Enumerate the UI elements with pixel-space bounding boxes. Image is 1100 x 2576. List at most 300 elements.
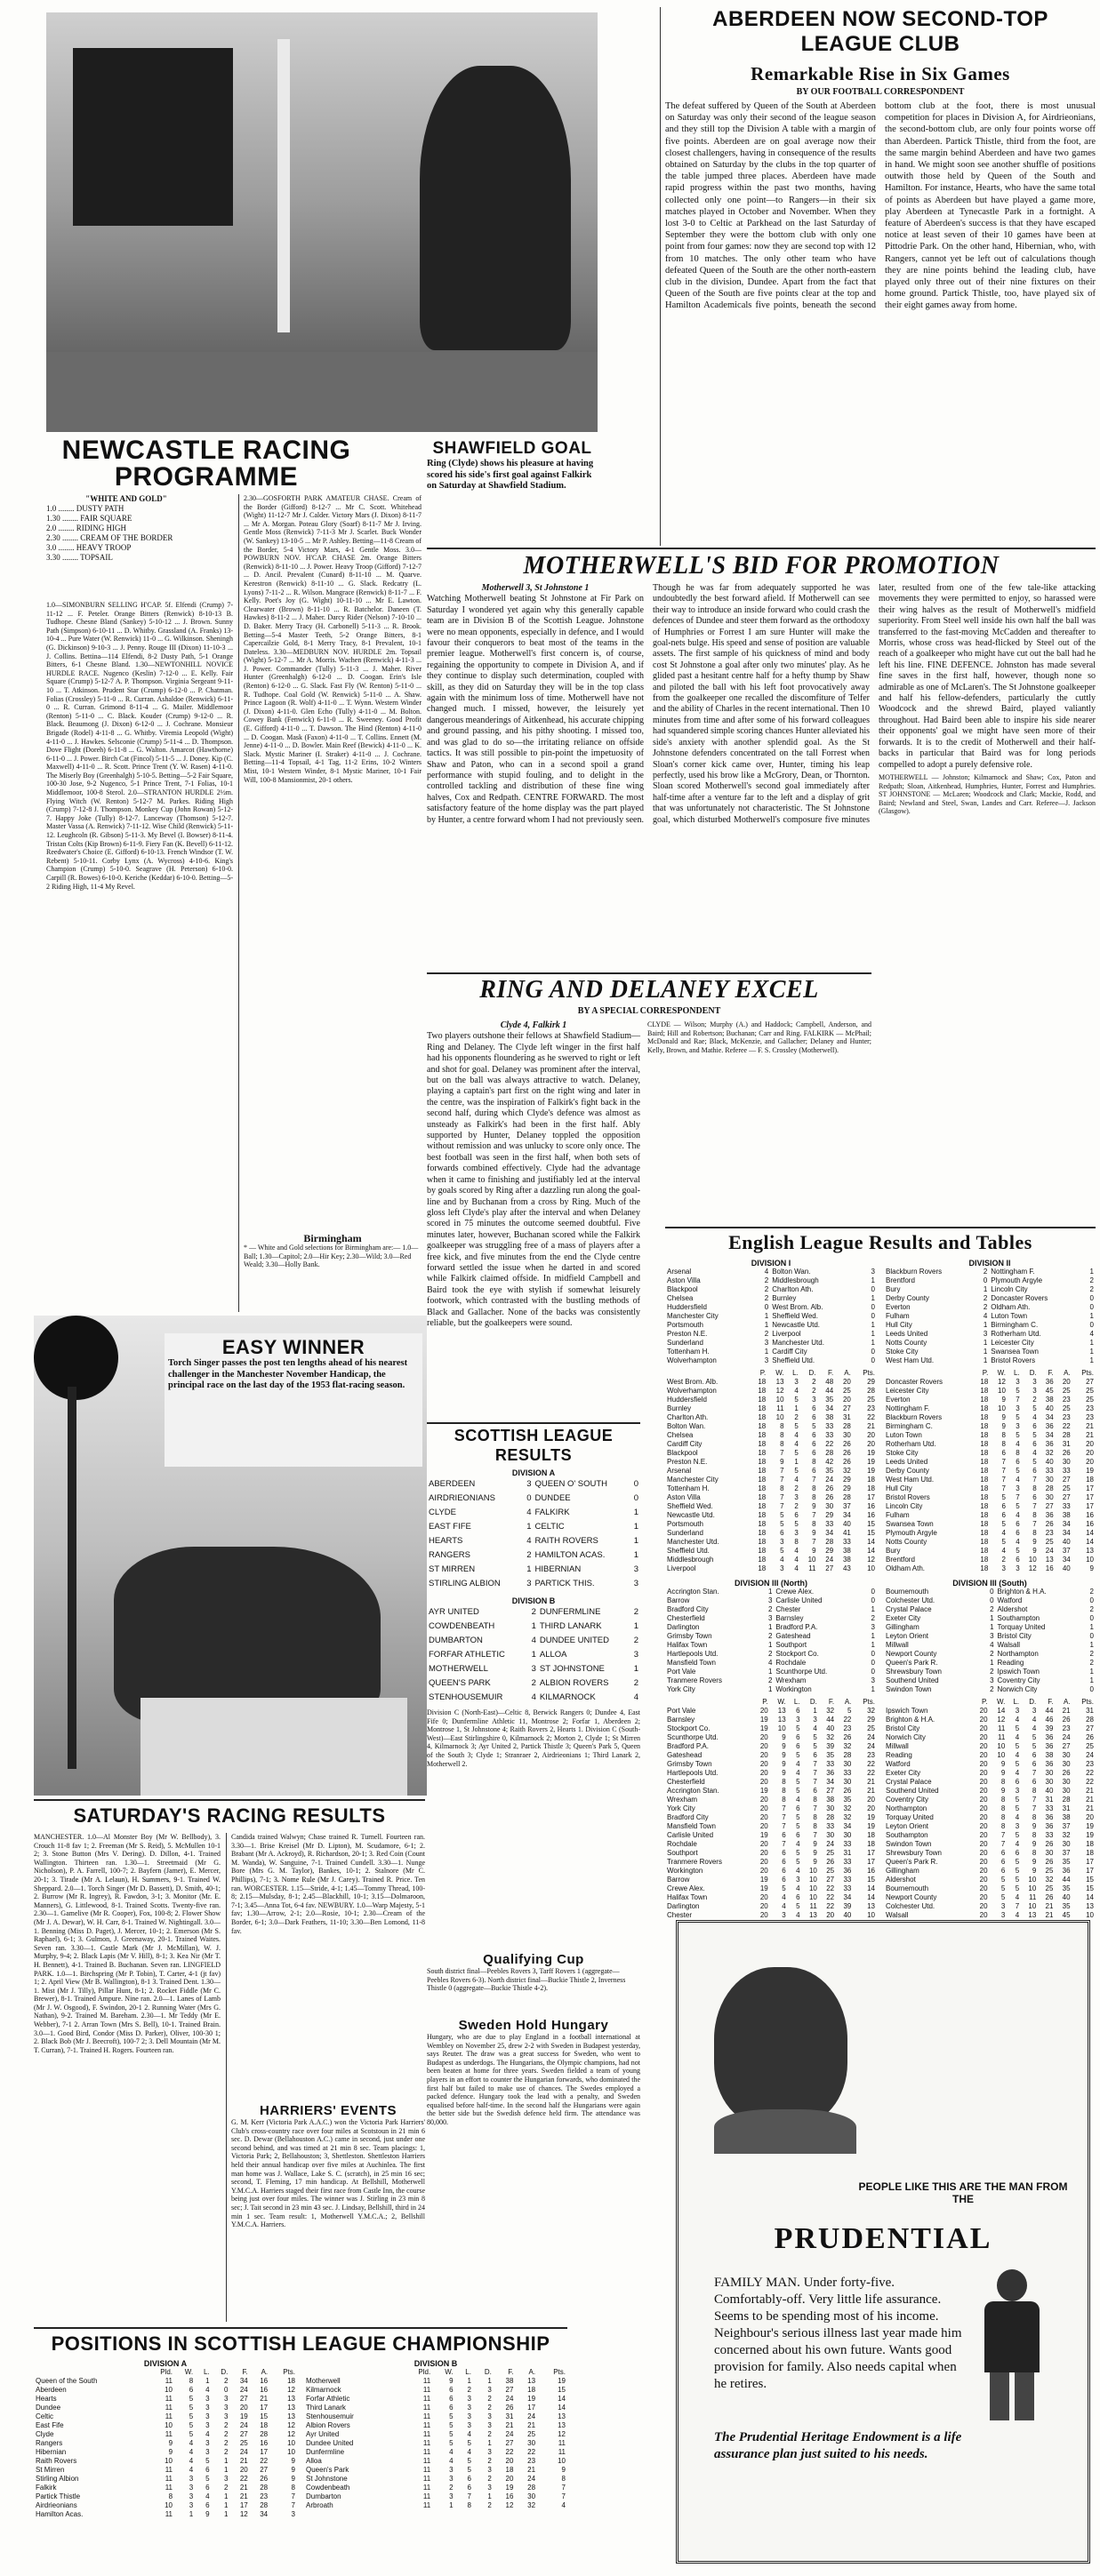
team-name: Scunthorpe Utd. xyxy=(667,1733,719,1741)
stat: 34 xyxy=(825,1529,834,1537)
stat: 4 xyxy=(1015,1733,1020,1741)
stat: 7 xyxy=(813,1831,817,1839)
team-name: Barrow xyxy=(667,1876,690,1884)
header-cell: Pts. xyxy=(553,2368,566,2376)
stat: 33 xyxy=(843,1858,852,1866)
stat: 10 xyxy=(1028,1876,1037,1884)
stat: 20 xyxy=(759,1733,768,1741)
stat: 20 xyxy=(759,1813,768,1821)
team-name: Falkirk xyxy=(36,2484,57,2492)
stat: 8 xyxy=(1001,1431,1006,1439)
stat: 18 xyxy=(758,1547,767,1555)
table-row xyxy=(884,1787,1096,1796)
header-cell: L. xyxy=(1014,1369,1020,1377)
team-name: Cardiff City xyxy=(667,1440,703,1448)
score: 3 xyxy=(633,1579,638,1588)
stat: 20 xyxy=(979,1796,988,1804)
stat: 31 xyxy=(843,1849,852,1857)
table-row xyxy=(665,1796,877,1804)
stat: 30 xyxy=(1062,1751,1071,1759)
stat: 19 xyxy=(1086,1831,1094,1839)
stat: 20 xyxy=(979,1787,988,1795)
score: 2 xyxy=(1089,1276,1094,1284)
stat: 8 xyxy=(813,1822,817,1830)
score: 0 xyxy=(871,1650,875,1658)
table-row xyxy=(884,1339,1096,1348)
stat: 4 xyxy=(1015,1911,1020,1919)
score: 2 xyxy=(633,1678,638,1688)
team-name: Stirling Albion xyxy=(36,2475,79,2483)
stat: 9 xyxy=(291,2466,295,2474)
stat: 9 xyxy=(205,2510,210,2518)
qualifying-cup xyxy=(427,1952,640,2014)
stat: 27 xyxy=(1062,1493,1071,1501)
stat: 20 xyxy=(842,1378,851,1386)
stat: 4 xyxy=(467,2430,471,2438)
stat: 27 xyxy=(505,2439,514,2447)
table-row xyxy=(427,1506,640,1520)
stat: 20 xyxy=(759,1822,768,1830)
stat: 20 xyxy=(979,1840,988,1848)
stat: 18 xyxy=(527,2386,536,2394)
stat: 11 xyxy=(422,2439,431,2447)
table-row xyxy=(427,1691,640,1705)
team-name: Liverpool xyxy=(772,1330,801,1338)
stat: 18 xyxy=(758,1378,767,1386)
stat: 34 xyxy=(1062,1520,1071,1528)
stat: 13 xyxy=(777,1716,786,1724)
team-name: Torquay United xyxy=(997,1623,1046,1631)
stat: 11 xyxy=(165,2475,173,2483)
stat: 5 xyxy=(449,2421,454,2429)
table-row xyxy=(427,1605,640,1620)
stat: 2 xyxy=(449,2484,454,2492)
stat: 18 xyxy=(980,1529,989,1537)
stat: 7 xyxy=(1015,1902,1020,1910)
ring-delaney-col2 xyxy=(647,1020,871,1225)
score: 1 xyxy=(1089,1676,1094,1684)
stat: 2 xyxy=(487,2457,492,2465)
score: 0 xyxy=(1089,1685,1094,1693)
stat: 14 xyxy=(867,1547,875,1555)
team-name: Ipswich Town xyxy=(997,1668,1040,1676)
stat: 6 xyxy=(1016,1458,1020,1466)
stat: 13 xyxy=(527,2377,536,2385)
stat: 8 xyxy=(1000,1778,1006,1786)
header-cell: Pld. xyxy=(418,2368,431,2376)
stat: 3 xyxy=(487,2466,492,2474)
team-name: Liverpool xyxy=(667,1564,696,1572)
team-name: Rochdale xyxy=(667,1840,697,1848)
team-name: Walsall xyxy=(997,1641,1021,1649)
team-name: Forfar Athletic xyxy=(306,2395,350,2403)
table-row xyxy=(304,2492,567,2501)
stat: 20 xyxy=(759,1858,768,1866)
stat: 4 xyxy=(794,1476,799,1484)
stat: 4 xyxy=(796,1769,800,1777)
score: 0 xyxy=(983,1276,988,1284)
stat: 6 xyxy=(796,1733,800,1741)
team-name: Darlington xyxy=(667,1623,700,1631)
stat: 3 xyxy=(205,2412,210,2420)
stat: 4 xyxy=(189,2466,194,2474)
stat: 25 xyxy=(1062,1404,1071,1412)
stat: 10 xyxy=(775,1396,784,1404)
stat: 20 xyxy=(759,1840,768,1848)
stat: 2 xyxy=(487,2475,492,2483)
score: 1 xyxy=(633,1664,638,1674)
stat: 5 xyxy=(782,1884,786,1892)
team-name: Scunthorpe Utd. xyxy=(775,1668,828,1676)
stat: 9 xyxy=(168,2448,173,2456)
stat: 18 xyxy=(1086,1840,1094,1848)
table-row xyxy=(665,1330,877,1339)
team-name: Millwall xyxy=(886,1641,909,1649)
stat: 2 xyxy=(487,2404,492,2412)
stat: 13 xyxy=(558,2421,566,2429)
stat: 10 xyxy=(867,1911,875,1919)
stat: 29 xyxy=(825,1547,834,1555)
score: 2 xyxy=(633,1636,638,1645)
score: 2 xyxy=(531,1678,536,1688)
stat: 22 xyxy=(825,1440,834,1448)
stat: 28 xyxy=(527,2484,536,2492)
team-name: Darlington xyxy=(667,1902,700,1910)
table-row xyxy=(884,1387,1096,1396)
stat: 28 xyxy=(260,2430,269,2438)
stat: 20 xyxy=(979,1716,988,1724)
stat: 23 xyxy=(527,2457,536,2465)
team-name: Workington xyxy=(775,1685,812,1693)
stat: 33 xyxy=(843,1876,852,1884)
birmingham-title: Birmingham xyxy=(303,1232,362,1244)
stat: 44 xyxy=(1062,1876,1071,1884)
stat: 12 xyxy=(1028,1564,1037,1572)
newcastle-selections xyxy=(46,494,206,601)
stat: 28 xyxy=(843,1751,852,1759)
stat: 6 xyxy=(449,2404,454,2412)
stat: 19 xyxy=(558,2377,566,2385)
table-row xyxy=(304,2457,567,2466)
stat: 20 xyxy=(979,1751,988,1759)
stat: 18 xyxy=(758,1564,767,1572)
stat: 25 xyxy=(1086,1387,1094,1395)
header-cell: A. xyxy=(528,2368,536,2376)
positions-div-a-label: DIVISION A xyxy=(143,2359,188,2368)
stat: 1 xyxy=(794,1458,799,1466)
table-row xyxy=(665,1804,877,1813)
stat: 8 xyxy=(780,1484,784,1492)
team-name: FALKIRK xyxy=(534,1508,570,1517)
stat: 1 xyxy=(813,1707,817,1715)
stat: 23 xyxy=(1086,1413,1094,1421)
table-row xyxy=(884,1303,1096,1312)
team-name: Colchester Utd. xyxy=(886,1596,935,1604)
stat: 17 xyxy=(527,2404,536,2412)
team-name: Dumbarton xyxy=(306,2492,341,2500)
table-row xyxy=(665,1614,877,1623)
stat: 18 xyxy=(980,1484,989,1492)
stat: 4 xyxy=(1032,1716,1037,1724)
scottish-results-title: SCOTTISH LEAGUE RESULTS xyxy=(454,1427,614,1464)
team-name: Manchester Utd. xyxy=(667,1538,719,1546)
table-row xyxy=(665,1564,877,1573)
team-name: Birmingham C. xyxy=(991,1321,1039,1329)
stat: 5 xyxy=(1032,1404,1037,1412)
qualifying-body: South district final—Peebles Rovers 3, Tarff Rovers 1 (aggregate—Peebles Rovers 6-3). North district final—Buckie Thistle 2, Inverness Thistle 0 (aggregate—Buckie Thistle 4-2). xyxy=(427,1967,626,1993)
table-row xyxy=(884,1716,1096,1724)
team-name: Leicester City xyxy=(886,1387,929,1395)
team-name: Torquay United xyxy=(886,1813,934,1821)
stat: 12 xyxy=(505,2501,514,2509)
stat: 7 xyxy=(291,2492,295,2500)
stat: 5 xyxy=(1015,1867,1020,1875)
stat: 25 xyxy=(1062,1387,1071,1395)
stat: 26 xyxy=(842,1458,851,1466)
stat: 5 xyxy=(1000,1876,1006,1884)
stat: 25 xyxy=(867,1396,875,1404)
stat: 32 xyxy=(843,1804,852,1812)
stat: 20 xyxy=(239,2466,248,2474)
stat: 10 xyxy=(808,1867,817,1875)
stat: 6 xyxy=(467,2484,471,2492)
team-name: Norwich City xyxy=(886,1733,926,1741)
stat: 5 xyxy=(1015,1742,1020,1750)
score: 0 xyxy=(990,1588,994,1596)
stat: 19 xyxy=(759,1787,768,1795)
stat: 35 xyxy=(826,1751,835,1759)
stat: 14 xyxy=(867,1538,875,1546)
stat: 36 xyxy=(826,1769,835,1777)
stat: 30 xyxy=(843,1831,852,1839)
team-name: Hartlepools Utd. xyxy=(667,1650,719,1658)
stat: 3 xyxy=(487,2421,492,2429)
stat: 18 xyxy=(287,2377,295,2385)
team-name: West Ham Utd. xyxy=(886,1476,935,1484)
team-name: Preston N.E. xyxy=(667,1458,708,1466)
stat: 4 xyxy=(1032,1449,1037,1457)
stat: 13 xyxy=(1086,1547,1094,1555)
stat: 15 xyxy=(1086,1884,1094,1892)
stat: 24 xyxy=(825,1476,834,1484)
score: 4 xyxy=(531,1692,536,1702)
stat: 11 xyxy=(558,2448,566,2456)
stat: 5 xyxy=(1015,1760,1020,1768)
ring-delaney-body: Two players outshone their fellows at Shawfield Stadium—Ring and Delaney. The Clyde left winger in the first half had his opponents floundering as he swerved to right or left and shot for goal. Delaney was prominent after the interval, but on the ball was always attractive to watch. Delaney, playing a captain's part first on the right wing and later in the centre, was the inspiration of Falkirk's fight back in the second half, during which Clyde's defence was almost as unsteady as Falkirk's had been in the first half. Ably supported by Hunter, Delaney toppled the opposition without remission and was unlucky to score only once. The best football was seen in the first half, when both sets of forwards combined effectively. Clyde had the advantage when it came to finishing and justifiably led at the interval by goals scored by Ring after a dazzling run along the goal-line and by Buchanan from a cross by Ring. Much of the gloss left Clyde's play after the interval and when Delaney scored in 75 minutes the outcome seemed doubtful. Five minutes later, however, Buchanan scored while the Falkirk goalkeeper was struggling free of a mass of players after a free kick, and five minutes from the end the Clyde centre forward settled the issue when he darted in and scored while Falkirk claimed offside. In midfield Campbell and Baird took the eye with stylish if somewhat leisurely footwork, which contrasted with the bustling methods of Black and Gallacher. None of the backs was consistently reliable, but the goalkeepers were sound. xyxy=(427,1031,640,1328)
stat: 21 xyxy=(239,2484,248,2492)
stat: 25 xyxy=(826,1867,835,1875)
team-name: RANGERS xyxy=(429,1550,470,1560)
stat: 3 xyxy=(291,2510,295,2518)
stat: 18 xyxy=(758,1396,767,1404)
team-name: Sunderland xyxy=(667,1529,703,1537)
stat: 17 xyxy=(1086,1867,1094,1875)
stat: 22 xyxy=(826,1893,835,1901)
stat: 4 xyxy=(1016,1440,1020,1448)
stat: 6 xyxy=(780,1529,784,1537)
score: 1 xyxy=(767,1641,773,1649)
stat: 18 xyxy=(1086,1476,1094,1484)
team-name: Bristol Rovers xyxy=(991,1356,1036,1364)
score: 1 xyxy=(633,1621,638,1631)
stat: 6 xyxy=(205,2466,210,2474)
stat: 3 xyxy=(205,2448,210,2456)
team-name: Nottingham F. xyxy=(991,1268,1035,1276)
score: 1 xyxy=(871,1330,875,1338)
score: 2 xyxy=(767,1676,773,1684)
score: 2 xyxy=(531,1607,536,1617)
stat: 4 xyxy=(796,1867,800,1875)
stat: 35 xyxy=(1062,1884,1071,1892)
team-name: Aston Villa xyxy=(667,1276,701,1284)
advert-body: FAMILY MAN. Under forty-five. Comfortably-off. Very little life assurance. Seems to be spending most of his income. Neighbour's serious illness last year made him concerned about his own future. Wants good provision for family. Also needs capital when he retires. xyxy=(714,2276,962,2391)
stat: 22 xyxy=(867,1769,875,1777)
stat: 5 xyxy=(1015,1831,1020,1839)
stat: 14 xyxy=(997,1707,1006,1715)
header-cell xyxy=(34,2368,147,2377)
team-name: Partick Thistle xyxy=(36,2492,81,2500)
stat: 6 xyxy=(796,1707,800,1715)
team-name: Port Vale xyxy=(667,1707,696,1715)
stat: 2 xyxy=(223,2484,229,2492)
stat: 31 xyxy=(1062,1440,1071,1448)
aberdeen-subtitle: Remarkable Rise in Six Games xyxy=(751,63,1010,84)
stat: 18 xyxy=(758,1476,767,1484)
english-title: English League Results and Tables xyxy=(728,1231,1032,1253)
stat: 10 xyxy=(1086,1911,1094,1919)
team-name: Newcastle Utd. xyxy=(772,1321,821,1329)
team-name: Gateshead xyxy=(775,1632,811,1640)
score: 0 xyxy=(871,1303,875,1311)
stat: 5 xyxy=(449,2412,454,2420)
table-row xyxy=(884,1431,1096,1440)
stat: 6 xyxy=(1032,1778,1037,1786)
stat: 9 xyxy=(1000,1760,1006,1768)
stat: 10 xyxy=(998,1387,1006,1395)
stat: 3 xyxy=(189,2475,194,2483)
stat: 7 xyxy=(812,1476,816,1484)
stat: 8 xyxy=(780,1422,784,1430)
stat: 24 xyxy=(239,2386,248,2394)
team-name: ALBION ROVERS xyxy=(539,1678,609,1688)
stat: 3 xyxy=(487,2386,492,2394)
stat: 11 xyxy=(809,1902,817,1910)
score: 3 xyxy=(871,1623,875,1631)
stat: 42 xyxy=(825,1458,834,1466)
header-cell: D. xyxy=(808,1369,816,1377)
team-name: Sheffield Utd. xyxy=(667,1547,710,1555)
stat: 34 xyxy=(1045,1431,1054,1439)
team-name: Manchester City xyxy=(667,1312,719,1320)
stat: 11 xyxy=(165,2484,173,2492)
stat: 11 xyxy=(422,2430,431,2438)
table-row xyxy=(884,1467,1096,1476)
stat: 14 xyxy=(867,1893,875,1901)
stat: 20 xyxy=(759,1760,768,1768)
table-row xyxy=(884,1676,1096,1685)
stat: 5 xyxy=(1015,1884,1020,1892)
rule xyxy=(665,1227,1096,1228)
stat: 4 xyxy=(1015,1769,1020,1777)
team-name: Burnley xyxy=(667,1404,692,1412)
score: 1 xyxy=(871,1276,875,1284)
stat: 21 xyxy=(1086,1422,1094,1430)
aberdeen-article xyxy=(665,7,1096,546)
stat: 3 xyxy=(1016,1422,1020,1430)
table-row xyxy=(34,2475,297,2484)
stat: 18 xyxy=(980,1387,989,1395)
stat: 3 xyxy=(449,2466,454,2474)
stat: 3 xyxy=(223,2475,229,2483)
team-name: Leeds United xyxy=(886,1458,928,1466)
stat: 9 xyxy=(782,1733,786,1741)
division-b-label: DIVISION B xyxy=(511,1596,556,1605)
stat: 26 xyxy=(1062,1449,1071,1457)
stat: 18 xyxy=(867,1840,875,1848)
stat: 23 xyxy=(260,2492,269,2500)
stat: 27 xyxy=(1086,1378,1094,1386)
stat: 7 xyxy=(291,2501,295,2509)
table-row xyxy=(884,1724,1096,1733)
team-name: Everton xyxy=(886,1396,911,1404)
stat: 7 xyxy=(467,2492,471,2500)
header-cell: Pld. xyxy=(160,2368,173,2376)
table-row xyxy=(884,1813,1096,1822)
score: 1 xyxy=(1089,1312,1094,1320)
ring-delaney-teams: CLYDE — Wilson; Murphy (A.) and Haddock; Campbell, Anderson, and Baird; Hill and Robertson; Buchanan; Carr and Ring. FALKIRK — McPhail; McDonald and Rae; Black, McKenzie, and Gallacher; Delaney and Hunter; Kelly, Brown, and Mathie. Referee — F. S. Crossley (Motherwell). xyxy=(647,1020,871,1054)
rule xyxy=(34,2327,567,2329)
stat: 7 xyxy=(780,1493,784,1501)
aberdeen-title: ABERDEEN NOW SECOND-TOP LEAGUE CLUB xyxy=(712,7,1048,56)
table-row xyxy=(34,2457,297,2466)
stat: 1 xyxy=(487,2439,492,2447)
stat: 8 xyxy=(782,1778,786,1786)
team-name: Brentford xyxy=(886,1556,915,1564)
table-row xyxy=(34,2368,297,2377)
stat: 11 xyxy=(165,2466,173,2474)
score: 1 xyxy=(983,1356,988,1364)
table-row xyxy=(427,1520,640,1534)
score: 1 xyxy=(526,1522,532,1532)
stat: 33 xyxy=(1045,1804,1054,1812)
table-row xyxy=(884,1650,1096,1659)
team-name: Rochdale xyxy=(775,1659,807,1667)
stat: 18 xyxy=(758,1520,767,1528)
table-row xyxy=(427,1648,640,1662)
stat: 1 xyxy=(487,2492,492,2500)
team-name: Wrexham xyxy=(667,1796,698,1804)
header-cell: W. xyxy=(445,2368,454,2376)
stat: 6 xyxy=(1016,1520,1020,1528)
column-rule xyxy=(226,1833,227,2322)
stat: 3 xyxy=(1015,1707,1020,1715)
stat: 21 xyxy=(1045,1911,1054,1919)
stat: 4 xyxy=(189,2457,194,2465)
stat: 20 xyxy=(979,1858,988,1866)
table-row xyxy=(665,1760,877,1769)
stat: 18 xyxy=(505,2466,514,2474)
score: 4 xyxy=(526,1508,532,1517)
stat: 34 xyxy=(843,1822,852,1830)
stat: 23 xyxy=(867,1404,875,1412)
stat: 18 xyxy=(758,1556,767,1564)
stat: 35 xyxy=(1062,1858,1071,1866)
stat: 17 xyxy=(260,2404,269,2412)
stat: 17 xyxy=(867,1849,875,1857)
stat: 5 xyxy=(796,1813,800,1821)
stat: 38 xyxy=(826,1796,835,1804)
stat: 27 xyxy=(260,2466,269,2474)
